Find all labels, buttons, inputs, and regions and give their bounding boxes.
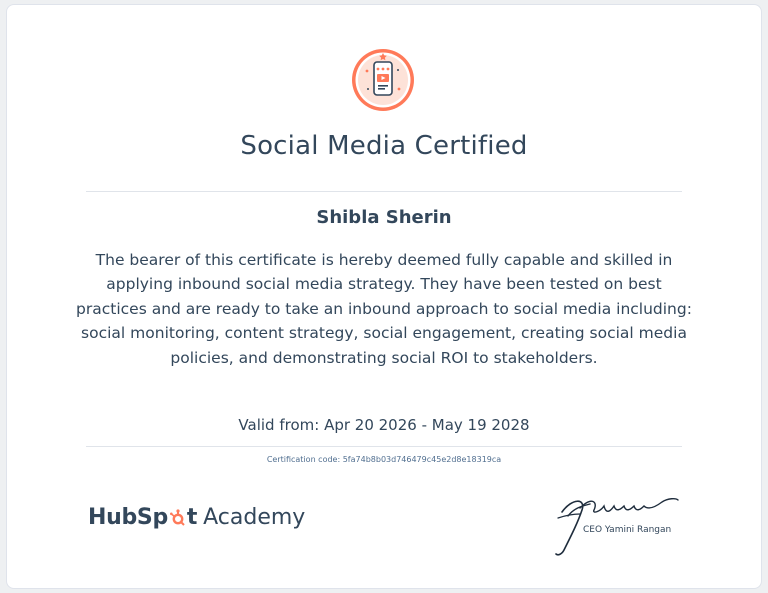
- logo-text-hubspot-part2: t: [186, 505, 198, 530]
- certificate-description: The bearer of this certificate is hereby deemed fully capable and skilled in applying inbound social media strategy. They have been tested on best practices and are ready to take an inbound approach to social media including: social monitoring, content strategy, social engagement, creating social media policies, and demonstrating social ROI to stakeholders.: [76, 251, 692, 367]
- logo-text-academy: Academy: [203, 505, 306, 530]
- divider: [86, 446, 682, 447]
- certification-code: Certification code: 5fa74b8b03d746479c45e2d8e18319ca: [266, 455, 502, 464]
- certificate-title: Social Media Certified: [240, 131, 528, 161]
- hubspot-academy-logo: [88, 505, 305, 530]
- ceo-signature: [552, 488, 682, 560]
- validity-period: Valid from: Apr 20 2026 - May 19 2028: [238, 416, 530, 434]
- hubspot-sprocket-icon: [169, 509, 187, 527]
- logo-text-hubspot-part1: HubSp: [88, 505, 168, 530]
- signature-caption: CEO Yamini Rangan: [583, 525, 672, 535]
- divider: [86, 191, 682, 192]
- recipient-name: Shibla Sherin: [316, 207, 452, 228]
- social-media-badge-icon: [350, 47, 416, 113]
